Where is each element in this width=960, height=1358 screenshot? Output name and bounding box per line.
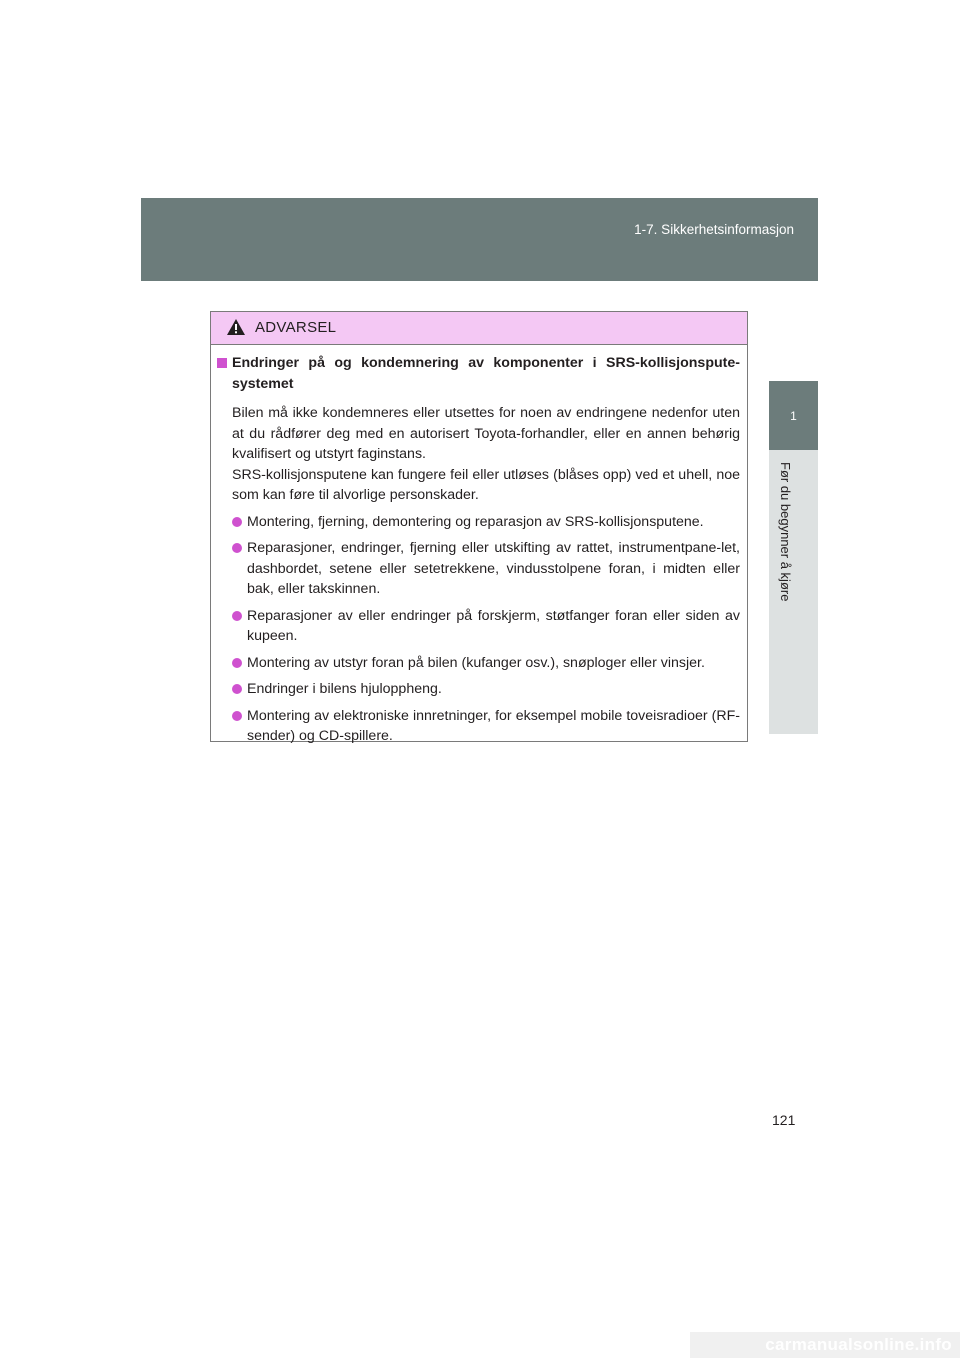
warning-body	[211, 345, 747, 753]
chapter-tab	[769, 381, 818, 450]
warning-paragraph: SRS-kollisjonsputene kan fungere feil eller utløses (blåses opp) ved et uhell, noe som kan føre til alvorlige personskader.	[232, 466, 740, 503]
warning-title: ADVARSEL	[255, 319, 337, 336]
square-bullet-icon	[217, 358, 227, 368]
warning-paragraph: Bilen må ikke kondemneres eller utsettes for noen av endringene nedenfor uten at du rådfører deg med en autorisert Toyota-forhandler, eller en annen behørig kvalifisert og utstyrt faginstans.	[232, 405, 740, 462]
list-item	[232, 679, 740, 700]
chapter-number: 1	[790, 409, 797, 423]
list-item-text: Montering, fjerning, demontering og reparasjon av SRS-kollisjonsputene.	[247, 513, 704, 530]
list-item-text: Montering av utstyr foran på bilen (kufanger osv.), snøploger eller vinsjer.	[247, 654, 705, 671]
warning-subheading-text: Endringer på og kondemnering av komponenter i SRS-kollisjonspute-systemet	[232, 355, 740, 392]
list-item	[232, 512, 740, 533]
list-item-text: Montering av elektroniske innretninger, for eksempel mobile toveisradioer (RF-sender) og CD-spillere.	[247, 707, 740, 744]
list-item	[232, 653, 740, 674]
list-item-text: Reparasjoner, endringer, fjerning eller utskifting av rattet, instrumentpane-let, dashbordet, setene eller setetrekkene, vindusstolpene foran, i midten eller bak, eller takskinnen.	[247, 540, 740, 597]
bullet-list	[232, 512, 740, 747]
list-item	[232, 606, 740, 647]
watermark	[690, 1332, 960, 1358]
warning-triangle-icon	[226, 318, 246, 336]
list-item	[232, 706, 740, 747]
warning-header	[211, 312, 747, 345]
bullet-dot-icon	[232, 684, 242, 694]
bullet-dot-icon	[232, 711, 242, 721]
list-item-text: Endringer i bilens hjuloppheng.	[247, 681, 442, 697]
bullet-dot-icon	[232, 517, 242, 527]
section-title: 1-7. Sikkerhetsinformasjon	[634, 222, 794, 237]
list-item	[232, 538, 740, 600]
list-item-text: Reparasjoner av eller endringer på forskjerm, støtfanger foran eller siden av kupeen.	[247, 607, 740, 644]
chapter-title: Før du begynner å kjøre	[778, 462, 793, 602]
bullet-dot-icon	[232, 543, 242, 553]
page-number: 121	[772, 1112, 796, 1128]
bullet-dot-icon	[232, 658, 242, 668]
header-bar	[141, 198, 818, 281]
warning-subheading	[217, 353, 740, 394]
watermark-text: carmanualsonline.info	[765, 1335, 952, 1354]
warning-box	[210, 311, 748, 742]
bullet-dot-icon	[232, 611, 242, 621]
chapter-strip	[769, 450, 818, 734]
